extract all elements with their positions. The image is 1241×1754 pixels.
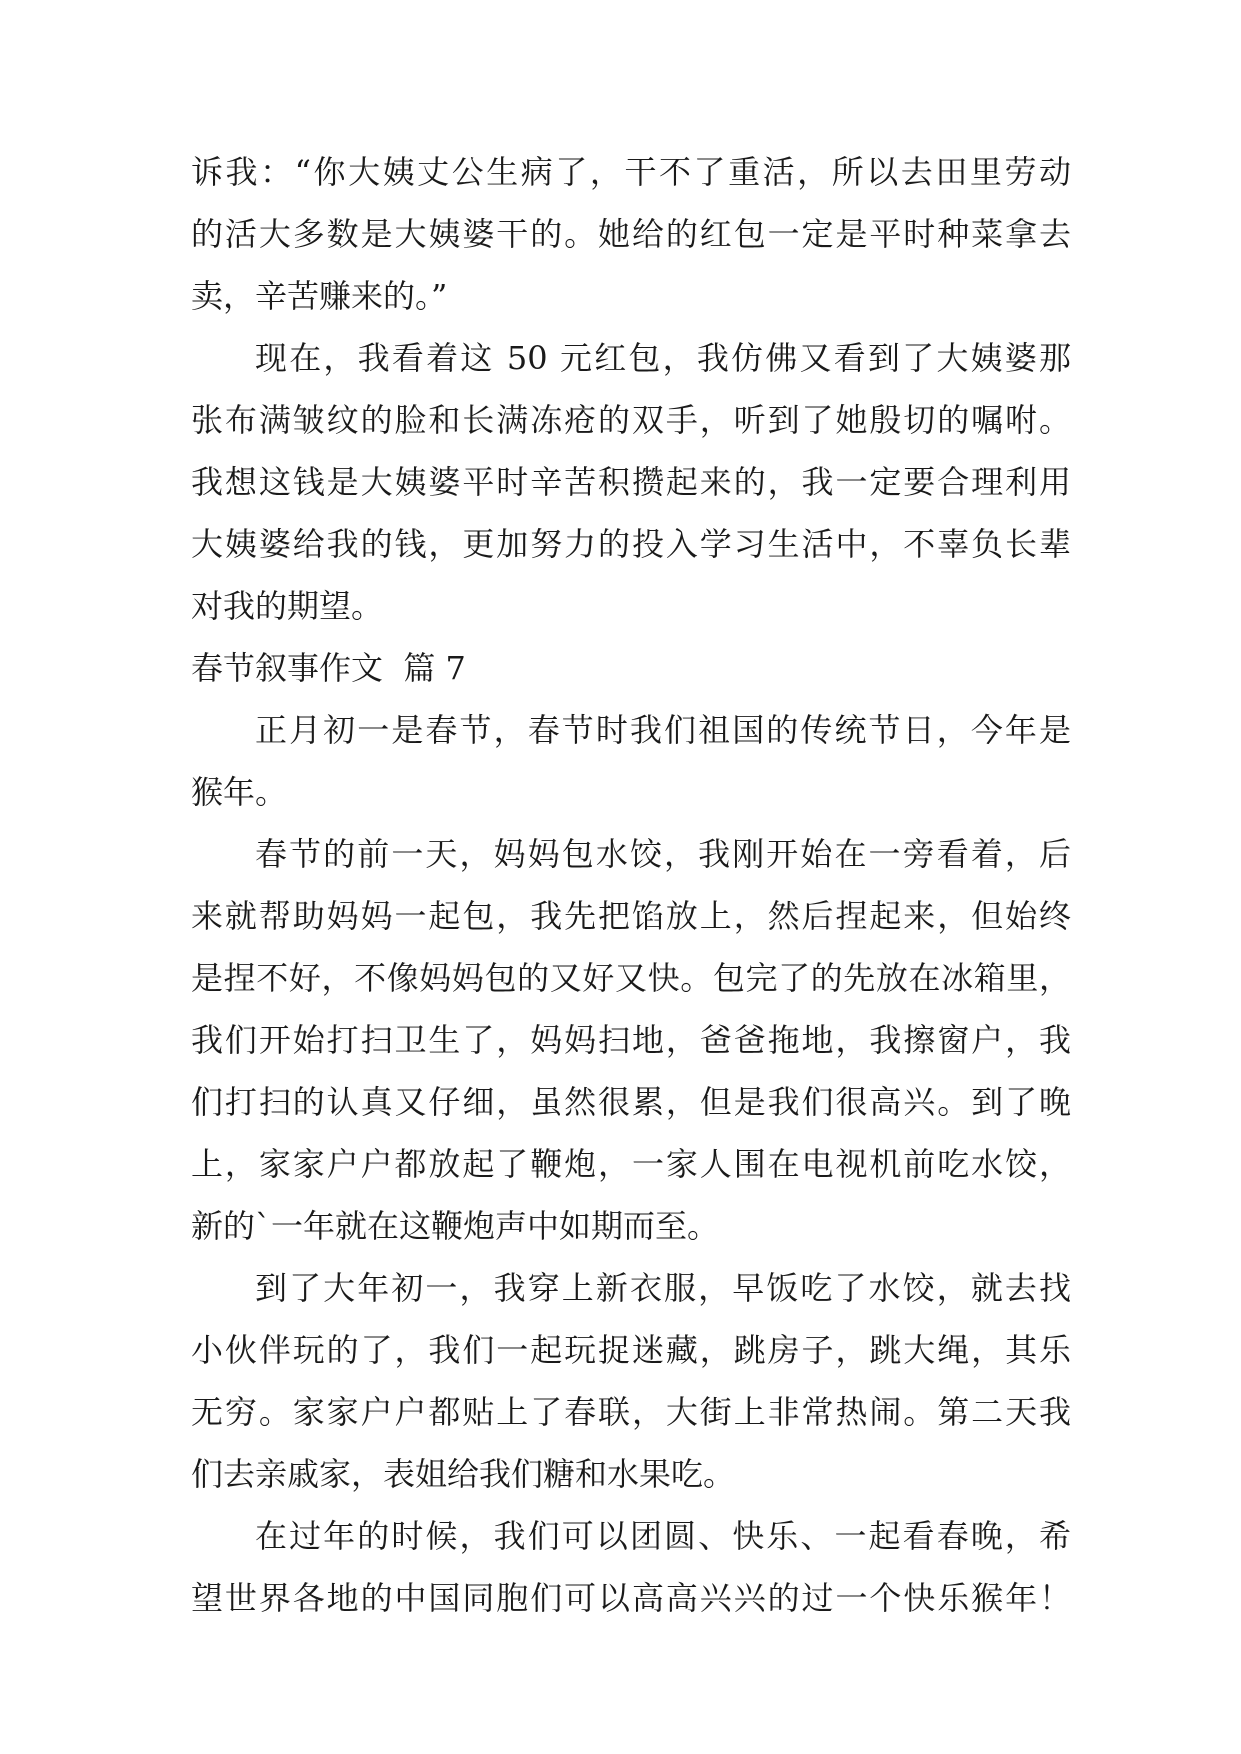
paragraph-4 bbox=[191, 1505, 1071, 1629]
paragraph-3 bbox=[191, 1257, 1071, 1505]
text-line: 大姨婆给我的钱，更加努力的投入学习生活中，不辜负长辈 bbox=[191, 525, 1071, 563]
text-line: 是捏不好，不像妈妈包的又好又快。包完了的先放在冰箱里， bbox=[191, 959, 1071, 997]
text-line: 现在，我看着这 50 元红包，我仿佛又看到了大姨婆那 bbox=[255, 339, 1071, 377]
text-line: 春节的前一天，妈妈包水饺，我刚开始在一旁看着，后 bbox=[255, 835, 1071, 873]
text-line: 正月初一是春节，春节时我们祖国的传统节日，今年是 bbox=[255, 711, 1071, 749]
section-heading: 春节叙事作文 篇 7 bbox=[191, 649, 466, 687]
text-line: 卖，辛苦赚来的。” bbox=[191, 277, 448, 315]
text-line: 无穷。家家户户都贴上了春联，大街上非常热闹。第二天我 bbox=[191, 1393, 1071, 1431]
text-line: 新的`一年就在这鞭炮声中如期而至。 bbox=[191, 1207, 720, 1245]
text-line: 对我的期望。 bbox=[191, 587, 384, 625]
text-line: 来就帮助妈妈一起包，我先把馅放上，然后捏起来，但始终 bbox=[191, 897, 1071, 935]
text-line: 的活大多数是大姨婆干的。她给的红包一定是平时种菜拿去 bbox=[191, 215, 1071, 253]
text-line: 上，家家户户都放起了鞭炮，一家人围在电视机前吃水饺， bbox=[191, 1145, 1071, 1183]
text-line: 张布满皱纹的脸和长满冻疮的双手，听到了她殷切的嘱咐。 bbox=[191, 401, 1071, 439]
document-page bbox=[191, 141, 1071, 1629]
text-line: 到了大年初一，我穿上新衣服，早饭吃了水饺，就去找 bbox=[255, 1269, 1071, 1307]
text-line: 小伙伴玩的了，我们一起玩捉迷藏，跳房子，跳大绳，其乐 bbox=[191, 1331, 1071, 1369]
text-line: 我想这钱是大姨婆平时辛苦积攒起来的，我一定要合理利用 bbox=[191, 463, 1071, 501]
text-line: 望世界各地的中国同胞们可以高高兴兴的过一个快乐猴年！ bbox=[191, 1579, 1071, 1617]
text-line: 我们开始打扫卫生了，妈妈扫地，爸爸拖地，我擦窗户，我 bbox=[191, 1021, 1071, 1059]
text-line: 们打扫的认真又仔细，虽然很累，但是我们很高兴。到了晚 bbox=[191, 1083, 1071, 1121]
paragraph-2 bbox=[191, 823, 1071, 1257]
text-line: 在过年的时候，我们可以团圆、快乐、一起看春晚，希 bbox=[255, 1517, 1071, 1555]
text-line: 们去亲戚家，表姐给我们糖和水果吃。 bbox=[191, 1455, 736, 1493]
text-line: 猴年。 bbox=[191, 773, 288, 811]
paragraph-continued bbox=[191, 141, 1071, 327]
paragraph-1 bbox=[191, 699, 1071, 823]
text-line: 诉我：“你大姨丈公生病了，干不了重活，所以去田里劳动 bbox=[191, 153, 1071, 191]
paragraph-reflection bbox=[191, 327, 1071, 637]
